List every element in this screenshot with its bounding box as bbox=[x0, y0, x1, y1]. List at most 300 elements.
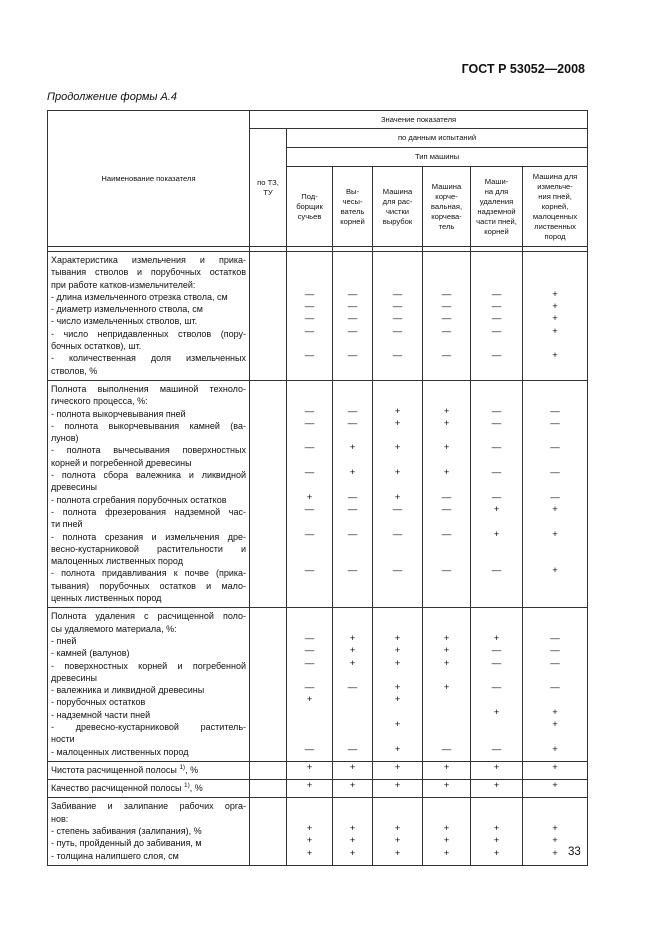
value-mark: — bbox=[491, 682, 502, 694]
value-mark bbox=[523, 608, 587, 620]
value-mark: + bbox=[394, 632, 401, 644]
value-mark: — bbox=[491, 288, 502, 300]
value-mark bbox=[287, 670, 332, 682]
value-mark bbox=[423, 621, 470, 633]
machine-3-value-cell bbox=[373, 761, 423, 779]
indicator-text-line: весно-кустарниковой растительности и bbox=[51, 543, 246, 554]
machine-4-value-cell bbox=[423, 380, 471, 607]
header-text-line: Маши- bbox=[484, 176, 509, 186]
machine-1-value-cell bbox=[287, 608, 333, 762]
value-mark bbox=[423, 694, 470, 706]
value-mark: + bbox=[306, 761, 313, 773]
value-mark bbox=[471, 455, 522, 467]
indicator-text-line: - полнота фрезерования надземной час- bbox=[51, 506, 246, 517]
value-mark: + bbox=[443, 467, 450, 479]
value-mark: + bbox=[349, 442, 356, 454]
value-mark bbox=[423, 719, 470, 731]
value-mark bbox=[523, 541, 587, 553]
machine-5-value-cell bbox=[471, 380, 523, 607]
machine-type-2-header bbox=[333, 167, 373, 247]
value-mark: + bbox=[443, 657, 450, 669]
value-mark bbox=[471, 694, 522, 706]
indicator-text-line: при работе катков-измельчителей: bbox=[51, 279, 196, 290]
value-mark bbox=[523, 363, 587, 375]
value-mark: — bbox=[392, 528, 403, 540]
indicator-text-line: Чистота расчищенной полосы $^{1)}$, % bbox=[51, 763, 199, 775]
value-mark bbox=[333, 479, 372, 491]
value-mark bbox=[333, 455, 372, 467]
value-mark bbox=[287, 798, 332, 810]
indicator-group-row bbox=[48, 761, 588, 779]
machine-4-value-cell bbox=[423, 761, 471, 779]
header-text-line: Машина bbox=[382, 186, 413, 196]
value-mark bbox=[373, 430, 422, 442]
machine-3-value-cell bbox=[373, 608, 423, 762]
value-mark: — bbox=[304, 565, 315, 577]
value-mark bbox=[523, 516, 587, 528]
value-mark bbox=[423, 277, 470, 289]
header-text-line: корче- bbox=[435, 191, 458, 201]
indicator-text-line: - надземной части пней bbox=[51, 709, 151, 720]
header-text-line: чистки bbox=[385, 206, 410, 216]
header-text-line: корней bbox=[340, 216, 365, 226]
header-text-line: на для bbox=[484, 186, 509, 196]
value-mark: — bbox=[347, 350, 358, 362]
header-text-line: для рас- bbox=[382, 196, 413, 206]
indicator-text-line: - пней bbox=[51, 635, 77, 646]
value-mark: — bbox=[441, 288, 452, 300]
value-mark bbox=[333, 590, 372, 602]
value-mark bbox=[471, 719, 522, 731]
value-mark: — bbox=[491, 350, 502, 362]
machine-4-value-cell bbox=[423, 608, 471, 762]
value-mark bbox=[523, 264, 587, 276]
value-mark: + bbox=[306, 823, 313, 835]
indicator-text-line: - малоценных лиственных пород bbox=[51, 746, 189, 757]
indicator-text-line: ценных лиственных пород bbox=[51, 593, 162, 604]
value-mark bbox=[423, 731, 470, 743]
value-mark: — bbox=[441, 350, 452, 362]
indicator-text-line: тывания стволов и порубочных остатков bbox=[51, 267, 246, 278]
value-mark: + bbox=[493, 780, 500, 792]
value-mark bbox=[373, 707, 422, 719]
value-mark bbox=[333, 516, 372, 528]
header-text-line: части пней, bbox=[476, 216, 517, 226]
indicator-text-line: древесины bbox=[51, 482, 97, 493]
document-title: ГОСТ Р 53052—2008 bbox=[461, 62, 585, 76]
value-mark: + bbox=[394, 847, 401, 859]
header-text-line: тель bbox=[438, 221, 455, 231]
footnote-marker: 1) bbox=[183, 782, 190, 790]
value-mark bbox=[333, 621, 372, 633]
value-mark bbox=[287, 516, 332, 528]
value-mark: + bbox=[443, 442, 450, 454]
value-mark bbox=[523, 393, 587, 405]
tz-value-cell bbox=[250, 780, 287, 798]
value-mark: + bbox=[394, 780, 401, 792]
indicator-group-row bbox=[48, 798, 588, 865]
indicator-text-line: сы удаляемого материала, %: bbox=[51, 623, 177, 634]
value-mark bbox=[423, 479, 470, 491]
machine-type-6-header bbox=[523, 167, 588, 247]
value-mark bbox=[373, 621, 422, 633]
header-text-line: малоценных bbox=[532, 211, 578, 221]
machine-5-value-cell bbox=[471, 608, 523, 762]
tz-tu-header bbox=[250, 129, 287, 247]
value-mark bbox=[471, 363, 522, 375]
value-mark bbox=[523, 621, 587, 633]
value-mark: — bbox=[550, 682, 560, 694]
value-mark bbox=[471, 553, 522, 565]
indicator-group-row bbox=[48, 780, 588, 798]
indicator-name-cell bbox=[48, 798, 250, 865]
value-mark: — bbox=[392, 325, 403, 337]
value-mark bbox=[333, 393, 372, 405]
value-mark bbox=[423, 670, 470, 682]
value-mark: — bbox=[550, 491, 560, 503]
value-mark: + bbox=[306, 780, 313, 792]
value-mark: + bbox=[552, 503, 558, 515]
value-mark: + bbox=[552, 823, 558, 835]
value-mark: — bbox=[491, 417, 502, 429]
header-text-line: Вы- bbox=[345, 186, 360, 196]
value-mark bbox=[523, 277, 587, 289]
value-mark bbox=[333, 694, 372, 706]
header-text-line: корней bbox=[484, 226, 509, 236]
value-mark bbox=[471, 608, 522, 620]
value-mark: — bbox=[347, 743, 358, 755]
machine-4-value-cell bbox=[423, 252, 471, 381]
indicator-group-row bbox=[48, 380, 588, 607]
value-mark: — bbox=[304, 645, 315, 657]
value-mark bbox=[287, 381, 332, 393]
value-mark bbox=[423, 264, 470, 276]
value-mark bbox=[523, 381, 587, 393]
machine-1-value-cell bbox=[287, 798, 333, 865]
value-mark: — bbox=[347, 528, 358, 540]
value-mark bbox=[373, 363, 422, 375]
indicator-text-line: - толщина налипшего слоя, см bbox=[51, 850, 179, 861]
value-mark: — bbox=[550, 405, 560, 417]
value-mark: + bbox=[349, 657, 356, 669]
page-number: 33 bbox=[568, 846, 581, 858]
value-mark bbox=[373, 338, 422, 350]
value-mark bbox=[287, 719, 332, 731]
machine-1-value-cell bbox=[287, 761, 333, 779]
indicator-text-line: лунов) bbox=[51, 433, 79, 444]
machine-2-value-cell bbox=[333, 608, 373, 762]
header-text-line: ТУ bbox=[263, 187, 273, 197]
value-mark: + bbox=[443, 405, 450, 417]
header-text-line: надземной bbox=[477, 206, 516, 216]
machine-type-1-header bbox=[287, 167, 333, 247]
value-mark: + bbox=[552, 313, 558, 325]
value-mark: + bbox=[552, 847, 558, 859]
value-mark: — bbox=[304, 301, 315, 313]
indicator-value-header: Значение показателя bbox=[250, 111, 588, 129]
machine-5-value-cell bbox=[471, 761, 523, 779]
machine-2-value-cell bbox=[333, 252, 373, 381]
indicator-text-line: - полнота сбора валежника и ликвидной bbox=[51, 470, 246, 481]
indicator-text-line: - полнота сгребания порубочных остатков bbox=[51, 494, 227, 505]
value-mark bbox=[471, 393, 522, 405]
indicator-text-line: - число измельченных стволов, шт. bbox=[51, 316, 198, 327]
indicator-text-line: - полнота выкорчевывания пней bbox=[51, 408, 186, 419]
value-mark bbox=[471, 798, 522, 810]
machine-3-value-cell bbox=[373, 780, 423, 798]
value-mark bbox=[423, 393, 470, 405]
tz-value-cell bbox=[250, 608, 287, 762]
value-mark: — bbox=[392, 301, 403, 313]
machine-4-value-cell bbox=[423, 780, 471, 798]
header-text-line: пород bbox=[544, 231, 566, 241]
indicator-text-line: - полнота придавливания к почве (прика- bbox=[51, 568, 246, 579]
machine-type-header: Тип машины bbox=[287, 148, 588, 167]
value-mark: — bbox=[491, 491, 502, 503]
value-mark bbox=[523, 578, 587, 590]
tz-value-cell bbox=[250, 252, 287, 381]
value-mark: — bbox=[347, 301, 358, 313]
value-mark: + bbox=[349, 761, 356, 773]
value-mark bbox=[333, 553, 372, 565]
value-mark bbox=[373, 393, 422, 405]
value-mark: — bbox=[491, 657, 502, 669]
value-mark: — bbox=[304, 682, 315, 694]
header-text-line: корней, bbox=[541, 201, 569, 211]
indicator-name-cell bbox=[48, 380, 250, 607]
machine-3-value-cell bbox=[373, 798, 423, 865]
value-mark bbox=[373, 670, 422, 682]
value-mark: — bbox=[491, 467, 502, 479]
value-mark: + bbox=[349, 632, 356, 644]
value-mark: + bbox=[394, 417, 401, 429]
value-mark: — bbox=[550, 657, 560, 669]
header-text-line: Машина для bbox=[532, 171, 578, 181]
value-mark: — bbox=[441, 743, 452, 755]
value-mark bbox=[373, 590, 422, 602]
value-mark: + bbox=[394, 405, 401, 417]
value-mark bbox=[423, 553, 470, 565]
form-caption: Продолжение формы А.4 bbox=[47, 91, 178, 103]
indicator-text-line: - число непридавленных стволов (пору- bbox=[51, 328, 246, 339]
value-mark: + bbox=[394, 682, 401, 694]
value-mark bbox=[333, 541, 372, 553]
value-mark: + bbox=[493, 835, 500, 847]
value-mark: — bbox=[441, 313, 452, 325]
value-mark bbox=[287, 338, 332, 350]
value-mark: + bbox=[349, 467, 356, 479]
indicator-name-cell bbox=[48, 780, 250, 798]
value-mark: + bbox=[349, 823, 356, 835]
indicator-text-line: корней и погребенной древесины bbox=[51, 457, 192, 468]
value-mark bbox=[423, 516, 470, 528]
value-mark: + bbox=[443, 417, 450, 429]
indicator-text-line: - количественная доля измельченных bbox=[51, 353, 246, 364]
value-mark bbox=[373, 731, 422, 743]
value-mark: + bbox=[552, 718, 558, 730]
machine-3-value-cell bbox=[373, 380, 423, 607]
value-mark bbox=[373, 479, 422, 491]
tz-value-cell bbox=[250, 380, 287, 607]
tz-value-cell bbox=[250, 798, 287, 865]
header-text-line: вальная, bbox=[430, 201, 463, 211]
value-mark bbox=[423, 798, 470, 810]
value-mark bbox=[373, 252, 422, 264]
value-mark: + bbox=[394, 743, 401, 755]
value-mark: — bbox=[392, 503, 403, 515]
value-mark: + bbox=[443, 645, 450, 657]
header-text-line: Машина bbox=[431, 181, 462, 191]
value-mark: — bbox=[304, 467, 315, 479]
indicator-name-cell bbox=[48, 761, 250, 779]
value-mark: — bbox=[347, 405, 358, 417]
value-mark: + bbox=[394, 645, 401, 657]
value-mark: + bbox=[394, 491, 401, 503]
header-text-line: лиственных bbox=[534, 221, 576, 231]
indicator-text-line: - порубочных остатков bbox=[51, 697, 146, 708]
value-mark bbox=[471, 541, 522, 553]
indicator-text-line: ности bbox=[51, 734, 75, 745]
machine-type-4-header bbox=[423, 167, 471, 247]
value-mark bbox=[471, 338, 522, 350]
value-mark bbox=[333, 719, 372, 731]
header-text-line: сучьев bbox=[297, 211, 322, 221]
header-text-line: удаления bbox=[479, 196, 514, 206]
value-mark: + bbox=[552, 565, 558, 577]
value-mark: + bbox=[394, 823, 401, 835]
indicator-text-line: Качество расчищенной полосы $^{1)}$, % bbox=[51, 782, 203, 794]
value-mark: — bbox=[441, 325, 452, 337]
machine-1-value-cell bbox=[287, 780, 333, 798]
value-mark bbox=[373, 264, 422, 276]
header-text-line: ватель bbox=[340, 206, 365, 216]
value-mark bbox=[287, 430, 332, 442]
machine-2-value-cell bbox=[333, 780, 373, 798]
value-mark: — bbox=[304, 325, 315, 337]
value-mark: — bbox=[550, 467, 560, 479]
header-text-line: борщик bbox=[296, 201, 323, 211]
value-mark: — bbox=[550, 632, 560, 644]
value-mark bbox=[333, 731, 372, 743]
value-mark: — bbox=[491, 313, 502, 325]
value-mark bbox=[523, 670, 587, 682]
value-mark bbox=[423, 541, 470, 553]
indicator-text-line: - древесно-кустарниковой раститель- bbox=[51, 721, 246, 732]
value-mark: — bbox=[441, 565, 452, 577]
value-mark bbox=[523, 338, 587, 350]
value-mark bbox=[523, 553, 587, 565]
value-mark bbox=[373, 277, 422, 289]
value-mark: — bbox=[304, 405, 315, 417]
value-mark bbox=[333, 670, 372, 682]
value-mark: — bbox=[392, 565, 403, 577]
value-mark: + bbox=[394, 761, 401, 773]
value-mark: — bbox=[491, 743, 502, 755]
value-mark: + bbox=[306, 694, 313, 706]
value-mark bbox=[523, 590, 587, 602]
value-mark bbox=[423, 590, 470, 602]
value-mark bbox=[523, 731, 587, 743]
value-mark: — bbox=[304, 313, 315, 325]
value-mark bbox=[373, 798, 422, 810]
value-mark bbox=[423, 608, 470, 620]
value-mark bbox=[287, 363, 332, 375]
value-mark: — bbox=[491, 442, 502, 454]
indicator-text-line: стволов, % bbox=[51, 365, 98, 376]
machine-5-value-cell bbox=[471, 780, 523, 798]
value-mark: — bbox=[550, 417, 560, 429]
value-mark bbox=[471, 277, 522, 289]
indicator-text-line: Полнота удаления с расчищенной поло- bbox=[51, 611, 246, 622]
value-mark: + bbox=[552, 325, 558, 337]
value-mark: + bbox=[552, 835, 558, 847]
value-mark: + bbox=[443, 682, 450, 694]
value-mark: + bbox=[552, 761, 558, 773]
value-mark: + bbox=[394, 694, 401, 706]
value-mark: + bbox=[443, 632, 450, 644]
header-text-line: по ТЗ, bbox=[257, 177, 279, 187]
indicator-text-line: Полнота выполнения машиной техноло- bbox=[51, 383, 246, 394]
value-mark bbox=[423, 381, 470, 393]
value-mark bbox=[333, 578, 372, 590]
value-mark: — bbox=[304, 528, 315, 540]
value-mark bbox=[333, 430, 372, 442]
value-mark bbox=[287, 578, 332, 590]
value-mark bbox=[373, 608, 422, 620]
value-mark: + bbox=[394, 835, 401, 847]
indicator-text-line: бочных остатков), шт. bbox=[51, 341, 142, 352]
value-mark: — bbox=[304, 503, 315, 515]
value-mark bbox=[373, 553, 422, 565]
value-mark bbox=[287, 455, 332, 467]
value-mark bbox=[373, 455, 422, 467]
machine-1-value-cell bbox=[287, 252, 333, 381]
indicator-text-line: - диаметр измельченного ствола, см bbox=[51, 304, 203, 315]
value-mark bbox=[287, 264, 332, 276]
value-mark bbox=[423, 707, 470, 719]
machine-6-value-cell bbox=[523, 380, 588, 607]
value-mark bbox=[471, 252, 522, 264]
value-mark bbox=[471, 479, 522, 491]
value-mark: — bbox=[550, 442, 560, 454]
indicator-text-line: малоценных лиственных пород bbox=[51, 556, 183, 567]
value-mark: + bbox=[552, 350, 558, 362]
indicator-text-line: ти пней bbox=[51, 519, 83, 530]
value-mark bbox=[287, 553, 332, 565]
indicator-text-line: древесины bbox=[51, 672, 97, 683]
value-mark: — bbox=[491, 325, 502, 337]
machine-5-value-cell bbox=[471, 798, 523, 865]
value-mark bbox=[287, 277, 332, 289]
value-mark bbox=[287, 393, 332, 405]
value-mark: + bbox=[552, 743, 558, 755]
value-mark: — bbox=[441, 301, 452, 313]
machine-5-value-cell bbox=[471, 252, 523, 381]
value-mark bbox=[373, 381, 422, 393]
value-mark: — bbox=[347, 417, 358, 429]
indicator-group-row bbox=[48, 252, 588, 381]
value-mark bbox=[423, 578, 470, 590]
value-mark: — bbox=[304, 632, 315, 644]
indicator-text-line: - полнота срезания и измельчения дре- bbox=[51, 531, 246, 542]
value-mark: + bbox=[443, 780, 450, 792]
footnote-marker: 1) bbox=[179, 763, 186, 771]
value-mark bbox=[373, 811, 422, 823]
value-mark bbox=[287, 621, 332, 633]
machine-2-value-cell bbox=[333, 761, 373, 779]
value-mark: + bbox=[493, 632, 500, 644]
value-mark: + bbox=[443, 761, 450, 773]
